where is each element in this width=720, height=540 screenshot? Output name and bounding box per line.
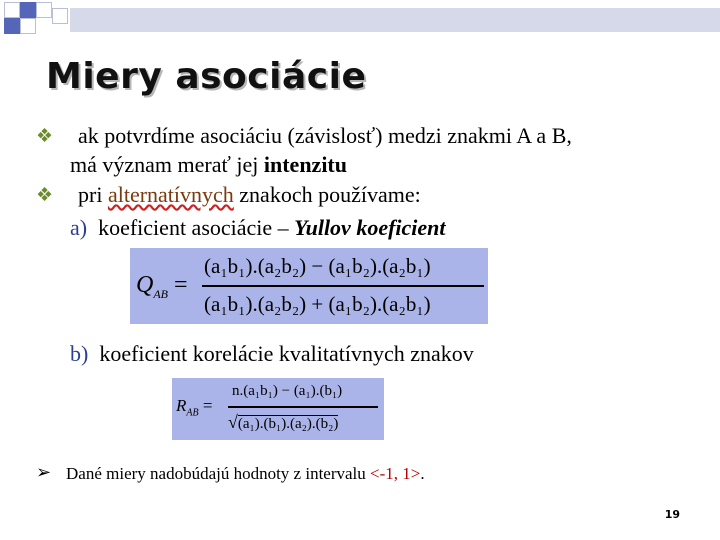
bullet-2-post: znakoch používame: bbox=[233, 182, 421, 207]
item-a bbox=[70, 214, 446, 242]
deco-square bbox=[36, 2, 52, 18]
formula-q-symbol: Q bbox=[136, 272, 154, 298]
formula-r-denominator bbox=[228, 412, 338, 433]
item-a-text: koeficient asociácie – bbox=[98, 215, 295, 240]
item-b-text: koeficient korelácie kvalitatívnych znakov bbox=[99, 341, 474, 366]
diamond-bullet-icon: ❖ bbox=[36, 185, 54, 206]
formula-r-radicand: (a₁).(b₁).(a₂).(b₂) bbox=[237, 416, 339, 432]
bullet-1-line-1: ak potvrdíme asociáciu (závislosť) medzi znakmi A a B, bbox=[78, 123, 572, 148]
formula-r-lhs: $R_{AB}$ = bbox=[176, 396, 213, 419]
slide-title: Miery asociácie bbox=[46, 56, 367, 97]
formula-r-fraction-bar bbox=[228, 406, 378, 408]
header-decoration bbox=[0, 0, 720, 36]
diamond-bullet-icon: ❖ bbox=[36, 126, 54, 147]
note-text: Dané miery nadobúdajú hodnoty z intervalu bbox=[66, 464, 371, 483]
arrow-bullet-icon: ➢ bbox=[36, 462, 52, 482]
item-a-marker: a) bbox=[70, 215, 88, 240]
sqrt-icon: √ bbox=[228, 412, 238, 432]
formula-q-fraction-bar bbox=[202, 285, 484, 287]
note-interval: <-1, 1> bbox=[370, 464, 421, 483]
item-b-marker: b) bbox=[70, 341, 89, 366]
page-number: 19 bbox=[664, 508, 680, 521]
formula-q-denominator: (a₁b₁).(a₂b₂) + (a₁b₂).(a₂b₁) bbox=[204, 292, 431, 316]
deco-square bbox=[4, 2, 20, 18]
formula-q-lhs: $Q_{AB}$ = bbox=[136, 272, 188, 301]
item-a-emphasis: Yullov koeficient bbox=[294, 215, 446, 240]
deco-square bbox=[52, 8, 68, 24]
formula-r-symbol: R bbox=[176, 396, 187, 415]
bullet-1-line-2-text: má význam merať jej bbox=[70, 152, 264, 177]
formula-q-box bbox=[130, 248, 488, 324]
formula-r-box bbox=[172, 378, 384, 440]
bullet-2-line bbox=[78, 181, 421, 209]
item-b bbox=[70, 340, 474, 368]
header-band bbox=[70, 8, 720, 32]
bullet-1-emphasis: intenzitu bbox=[263, 152, 347, 177]
deco-square bbox=[20, 18, 36, 34]
formula-r-numerator: n.(a₁b₁) − (a₁).(b₁) bbox=[232, 383, 343, 399]
bullet-1-line-2 bbox=[70, 151, 347, 179]
note-post: . bbox=[420, 464, 425, 483]
bullet-2-pre: pri bbox=[78, 182, 108, 207]
deco-square-filled bbox=[4, 18, 20, 34]
deco-square-filled bbox=[20, 2, 36, 18]
formula-r-subscript: AB bbox=[186, 407, 199, 419]
formula-q-numerator: (a₁b₁).(a₂b₂) − (a₁b₂).(a₂b₁) bbox=[204, 254, 431, 278]
formula-q-subscript: AB bbox=[153, 286, 169, 301]
note-line bbox=[66, 464, 425, 484]
bullet-2-underlined: alternatívnych bbox=[107, 182, 234, 207]
